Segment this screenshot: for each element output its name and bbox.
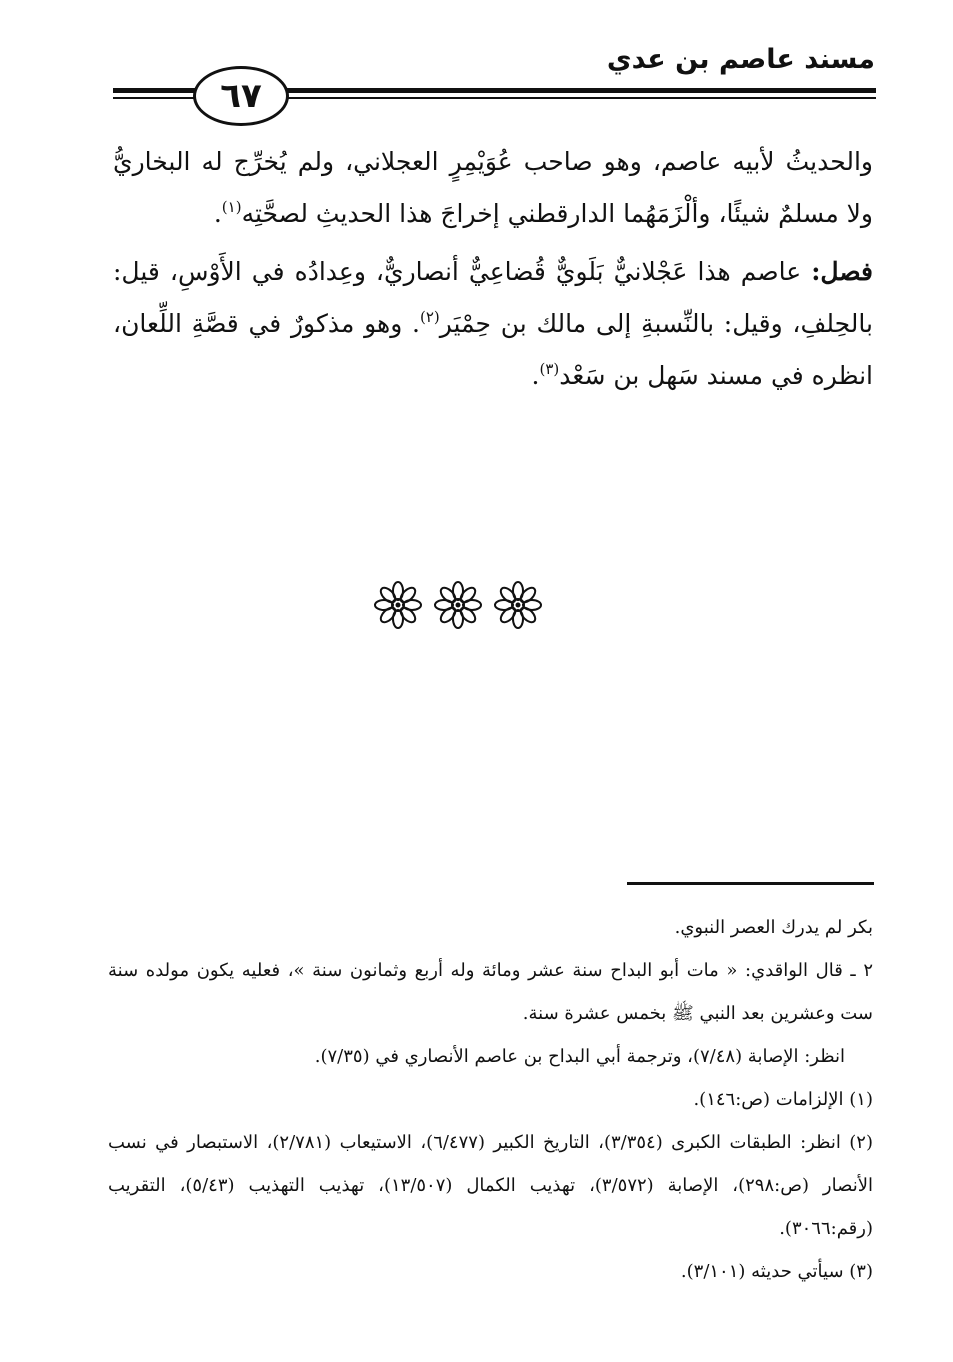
footnote-ref-2[interactable]: (٢) [419,308,440,326]
paragraph-2-text-a: عاصم هذا عَجْلانيٌّ بَلَويٌّ قُضاعِيٌّ أنصاريٌّ، وعِدادُه في الأَوْسِ، قيل: بالحِلفِ، وقيل: بالنِّسبةِ إلى مالك بن حِمْيَر [113,257,873,338]
running-title: مسند عاصم بن عدي [606,44,875,75]
paragraph-2-end: . [531,361,540,390]
floral-star-icon [433,580,483,630]
floral-star-icon [373,580,423,630]
footnotes [108,906,873,1293]
paragraph-2-text-b: . وهو مذكورٌ في قصَّةِ اللِّعان، انظره في مسند سَهل بن سَعْد [113,309,873,390]
page-number: ٦٧ [220,76,262,116]
paragraph-1 [113,136,873,240]
page-number-oval [193,66,289,126]
section-label: فصل: [811,257,873,286]
footnote-3: (٣) سيأتي حديثه (٣/١٠١). [680,1261,873,1282]
footnote-separator [627,882,874,885]
floral-star-icon [493,580,543,630]
footnote-ref-1[interactable]: (١) [221,198,242,216]
footnote-carry-over: بكر لم يدرك العصر النبوي. [674,917,873,938]
paragraph-1-end: . [213,199,222,228]
paragraph-1-text: والحديثُ لأبيه عاصم، وهو صاحب عُوَيْمِرٍ العجلاني، ولم يُخرِّج له البخاريُّ ولا مسلمٌ شيئًا، وألْزَمَهُما الدارقطني إخراجَ هذا الحديثِ لصحَّتِه [113,147,873,228]
footnote-previous-note-2: ٢ ـ قال الواقدي: « مات أبو البداح سنة عشر ومائة وله أربع وثمانون سنة »، فعليه يكون مولده سنة ست وعشرين بعد النبي ﷺ بخمس عشرة سنة. [108,960,873,1024]
footnote-see-also: انظر: الإصابة (٧/٤٨)، وترجمة أبي البداح بن عاصم الأنصاري في (٧/٣٥). [314,1046,845,1067]
footnote-1: (١) الإلزامات (ص:١٤٦). [693,1089,873,1110]
footnote-2: (٢) انظر: الطبقات الكبرى (٣/٣٥٤)، التاريخ الكبير (٦/٤٧٧)، الاستيعاب (٢/٧٨١)، الاستبصار في نسب الأنصار (ص:٢٩٨)، الإصابة (٣/٥٧٢)، تهذيب الكمال (١٣/٥٠٧)، تهذيب التهذيب (٥/٤٣)، التقريب (رقم:٣٠٦٦). [108,1132,873,1239]
main-text [113,136,873,402]
footnote-ref-3[interactable]: (٣) [539,360,560,378]
ornament-separator [373,580,543,630]
paragraph-2 [113,246,873,402]
